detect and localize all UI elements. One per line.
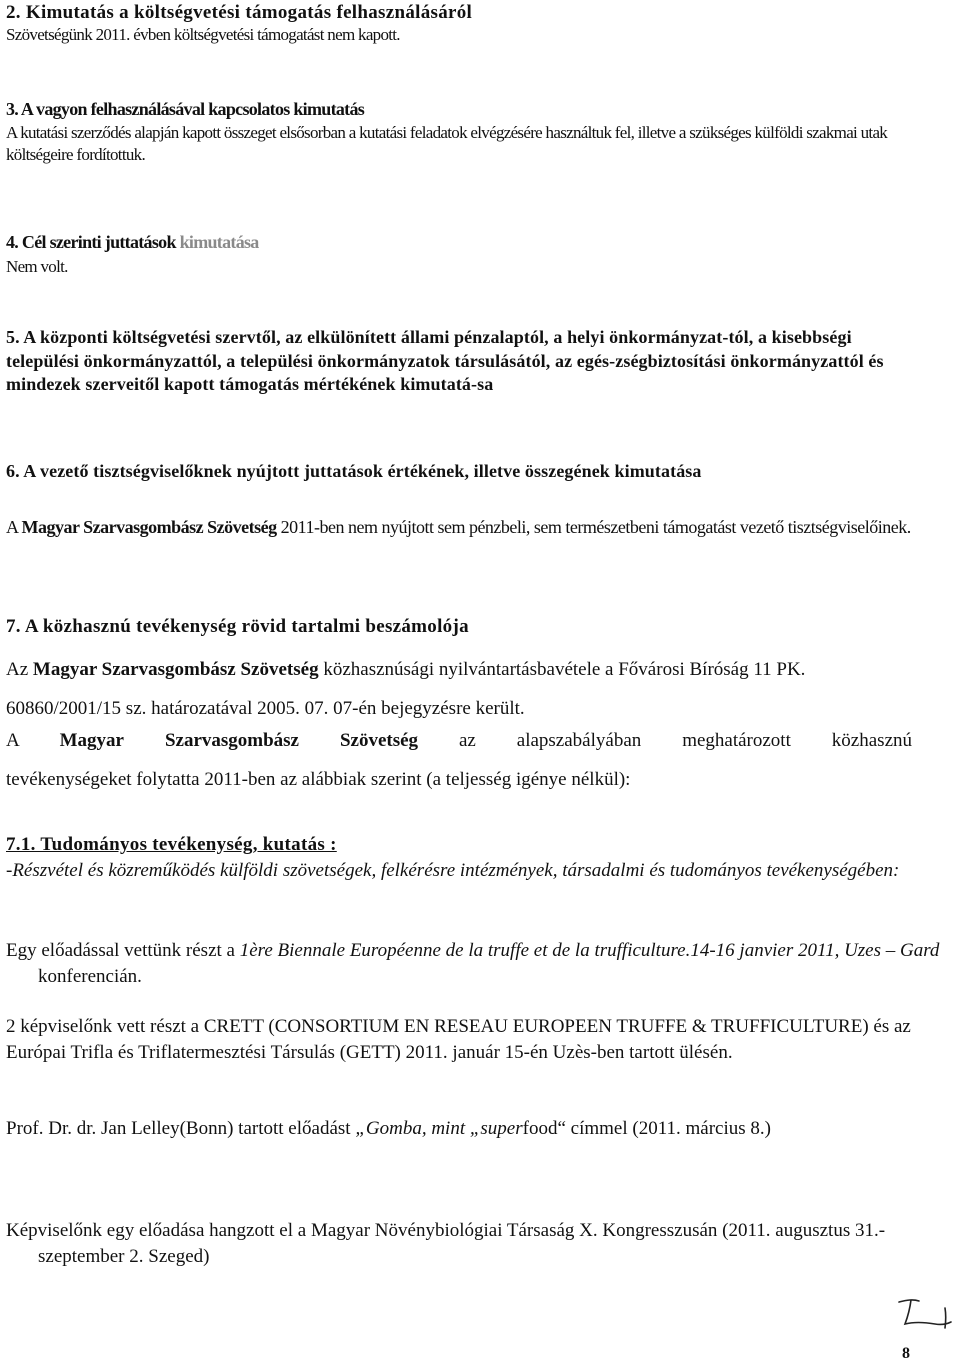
section-7-1-heading: 7.1. Tudományos tevékenység, kutatás : <box>6 834 337 855</box>
page-number: 8 <box>902 1345 910 1362</box>
section-4-heading <box>6 231 916 253</box>
section-7-1-paragraph-2: 2 képviselőnk vett részt a CRETT (CONSORTIUM EN RESEAU EUROPEEN TRUFFE & TRUFFICULTURE) és az Európai Trifla és Triflatermesztési Társulás (GETT) 2011. január 15-én Uzès-ben tartott ülésén. <box>6 1016 911 1063</box>
section-4-heading-main: 4. Cél szerinti juttatások <box>6 232 176 252</box>
section-7-1-paragraph-4: Képviselőnk egy előadása hangzott el a Magyar Növénybiológiai Társaság X. Kongresszusán (2011. augusztus 31.-szeptember 2. Szeged) <box>6 1220 886 1267</box>
section-6-text: A Magyar Szarvasgombász Szövetség 2011-ben nem nyújtott sem pénzbeli, sem természetbeni támogatást vezető tisztségviselőinek. <box>6 517 911 537</box>
section-7-1-paragraph-1: Egy előadással vettünk részt a 1ère Biennale Européenne de la truffe et de la trufficulture.14-16 janvier 2011, Uzes – Gard konferencián. <box>6 940 940 987</box>
signature-mark <box>893 1294 955 1334</box>
section-4-text: Nem volt. <box>6 257 68 276</box>
section-5-heading: 5. A központi költségvetési szervtől, az elkülönített állami pénzalaptól, a helyi önkormányzat-tól, a kisebbségi települési önkormányzattól, a települési önkormányzatok társulásától, az egés-zségbiztosítási önkormányzattól és mindezek szerveitől kapott támogatás mértékének kimutatá-sa <box>6 327 884 394</box>
section-2-text: Szövetségünk 2011. évben költségvetési támogatást nem kapott. <box>6 25 400 44</box>
section-7-paragraph-2-line-1: A Magyar Szarvasgombász Szövetség az alapszabályában meghatározott közhasznú <box>6 730 912 751</box>
org-name: Magyar Szarvasgombász Szövetség <box>32 659 319 680</box>
section-6-heading: 6. A vezető tisztségviselőknek nyújtott juttatások értékének, illetve összegének kimutatása <box>6 461 702 481</box>
org-name: Magyar Szarvasgombász Szövetség <box>21 517 277 537</box>
section-7-heading: 7. A közhasznú tevékenység rövid tartalmi beszámolója <box>6 616 469 637</box>
section-2-heading: 2. Kimutatás a költségvetési támogatás felhasználásáról <box>6 2 473 23</box>
section-3-heading: 3. A vagyon felhasználásával kapcsolatos kimutatás <box>6 99 365 119</box>
section-7-1-paragraph-3: Prof. Dr. dr. Jan Lelley(Bonn) tartott előadást „Gomba, mint „superfood“ címmel (2011. március 8.) <box>6 1118 771 1139</box>
section-7-paragraph-1: Az Magyar Szarvasgombász Szövetség közhasznúsági nyilvántartásbavétele a Fővárosi Bíróság 11 PK. 60860/2001/15 sz. határozatával 2005. 07. 07-én bejegyzésre került. <box>6 659 806 719</box>
section-7-paragraph-2-line-2: tevékenységeket folytatta 2011-ben az alábbiak szerint (a teljesség igénye nélkül): <box>6 769 631 790</box>
section-7-1-intro: -Részvétel és közreműködés külföldi szövetségek, felkérésre intézmények, társadalmi és tudományos tevékenységében: <box>6 860 900 881</box>
section-4-heading-faint: kimutatása <box>179 232 259 252</box>
section-3-text: A kutatási szerződés alapján kapott összeget elsősorban a kutatási feladatok elvégzésére használtuk fel, illetve a szükséges külföldi szakmai utak költségeire fordítottuk. <box>6 123 888 164</box>
